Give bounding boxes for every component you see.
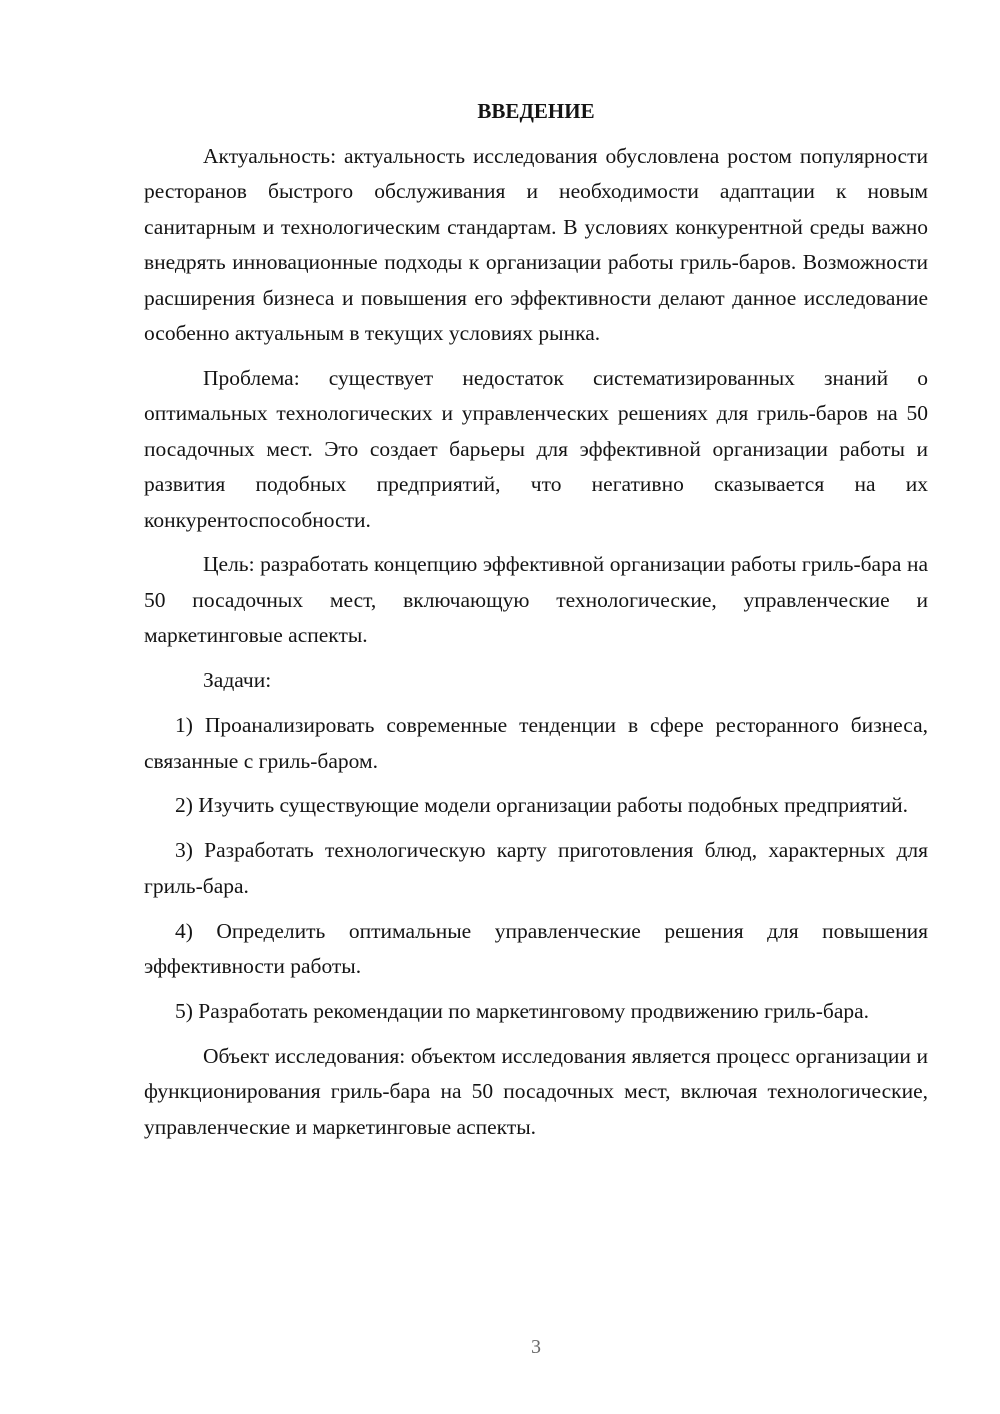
- goal-paragraph: Цель: разработать концепцию эффективной организации работы гриль-бара на 50 посадочных мест, включающую технологические, управленческие и маркетинговые аспекты.: [144, 552, 928, 648]
- object-paragraph: Объект исследования: объектом исследования является процесс организации и функционирования гриль-бара на 50 посадочных мест, включая технологические, управленческие и маркетинговые аспекты.: [144, 1043, 928, 1139]
- tasks-heading: Задачи:: [203, 668, 272, 693]
- task-item-4: 4) Определить оптимальные управленческие решения для повышения эффективности работы.: [144, 918, 928, 979]
- page-content: [144, 96, 928, 1155]
- problem-paragraph: Проблема: существует недостаток систематизированных знаний о оптимальных технологических и управленческих решениях для гриль-баров на 50 посадочных мест. Это создает барьеры для эффективной организации работы и развития подобных предприятий, что негативно сказывается на их конкурентоспособности.: [144, 365, 928, 532]
- task-item-1: 1) Проанализировать современные тенденции в сфере ресторанного бизнеса, связанные с гриль-баром.: [144, 713, 928, 773]
- task-item-5: 5) Разработать рекомендации по маркетинговому продвижению гриль-бара.: [175, 998, 870, 1023]
- section-title: ВВЕДЕНИЕ: [477, 99, 595, 123]
- task-item-2: 2) Изучить существующие модели организации работы подобных предприятий.: [175, 793, 909, 818]
- task-item-3: 3) Разработать технологическую карту приготовления блюд, характерных для гриль-бара.: [144, 838, 928, 898]
- relevance-paragraph: Актуальность: актуальность исследования обусловлена ростом популярности ресторанов быстрого обслуживания и необходимости адаптации к новым санитарным и технологическим стандартам. В условиях конкурентной среды важно внедрять инновационные подходы к организации работы гриль-баров. Возможности расширения бизнеса и повышения его эффективности делают данное исследование особенно актуальным в текущих условиях рынка.: [144, 144, 928, 346]
- page-number: 3: [531, 1336, 541, 1358]
